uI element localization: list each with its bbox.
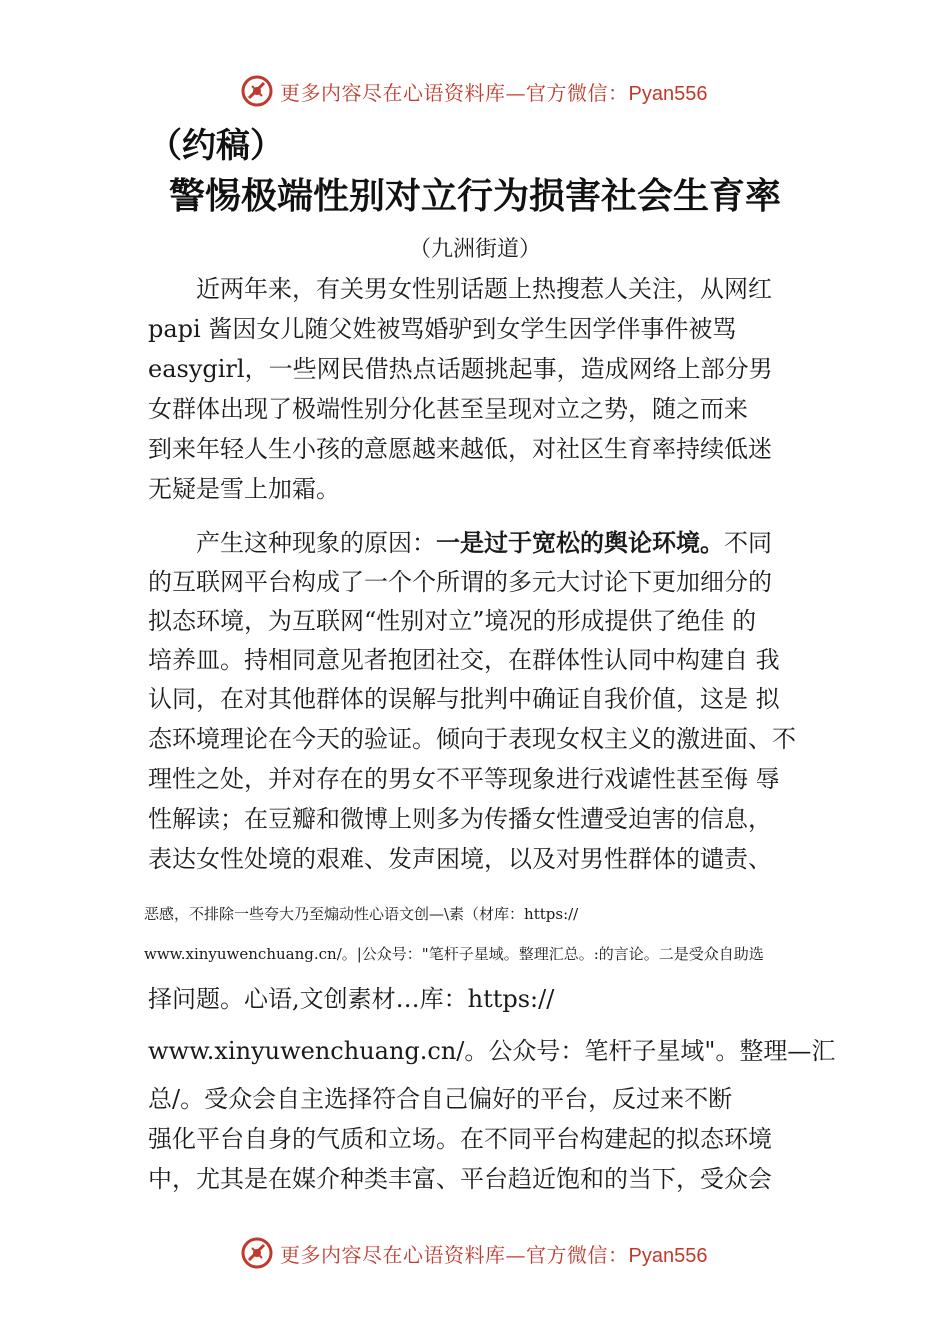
paragraph-2-line: 拟态环境，为互联网“性别对立”境况的形成提供了绝佳 的 — [148, 607, 757, 635]
paragraph-1-line: 到来年轻人生小孩的意愿越来越低，对社区生育率持续低迷 — [148, 435, 772, 463]
paragraph-3-line: 强化平台自身的气质和立场。在不同平台构建起的拟态环境 — [148, 1125, 772, 1153]
header-banner — [240, 74, 707, 108]
paragraph-2-line: 理性之处，并对存在的男女不平等现象进行戏谑性甚至侮 辱 — [148, 765, 780, 793]
author-line: （九洲街道） — [408, 237, 541, 262]
emphasis-text: 一是过于宽松的舆论环境。 — [436, 529, 724, 557]
paragraph-1-line: 女群体出现了极端性别分化甚至呈现对立之势，随之而来 — [148, 395, 748, 423]
footer-banner — [240, 1236, 707, 1270]
paragraph-3-line: 中，尤其是在媒介种类丰富、平台趋近饱和的当下，受众会 — [148, 1165, 772, 1193]
doc-tag: （约稿） — [148, 126, 284, 166]
paragraph-1-line: 无疑是雪上加霜。 — [148, 475, 340, 503]
paragraph-2-line: 表达女性处境的艰难、发声困境，以及对男性群体的谴责、 — [148, 845, 772, 873]
banner-text: 更多内容尽在心语资料库—官方微信：Pyan556 — [280, 80, 708, 105]
paragraph-2-line: 认同，在对其他群体的误解与批判中确证自我价值，这是 拟 — [148, 685, 780, 713]
paragraph-3-line: 总/。受众会自主选择符合自己偏好的平台，反过来不断 — [148, 1085, 733, 1113]
paragraph-3-line: 择问题。心语,文创素材…库：https:// — [148, 985, 555, 1013]
paragraph-2-line: 培养皿。持相同意见者抱团社交，在群体性认同中构建自 我 — [148, 646, 780, 674]
small-text-line: www.xinyuwenchuang.cn/。|公众号："笔杆子星域。整理汇总。:的言论。二是受众自助选 — [144, 945, 764, 963]
page-title: 警惕极端性别对立行为损害社会生育率 — [168, 175, 781, 217]
paragraph-3-line: www.xinyuwenchuang.cn/。公众号：笔杆子星域"。整理—汇 — [148, 1037, 836, 1065]
brand-logo-icon — [240, 1236, 274, 1270]
paragraph-1-line: papi 酱因女儿随父姓被骂婚驴到女学生因学伴事件被骂 — [148, 315, 737, 343]
brand-logo-icon — [240, 74, 274, 108]
banner-text: 更多内容尽在心语资料库—官方微信：Pyan556 — [280, 1242, 708, 1267]
paragraph-1-line-1: 近两年来，有关男女性别话题上热搜惹人关注，从网红 — [196, 275, 772, 303]
paragraph-2-line: 性解读；在豆瓣和微博上则多为传播女性遭受迫害的信息， — [148, 805, 772, 833]
small-text-line: 恶感，不排除一些夸大乃至煽动性心语文创—\素（材库：https:// — [144, 905, 579, 923]
paragraph-2-line-1: 产生这种现象的原因：一是过于宽松的舆论环境。不同 — [196, 529, 772, 557]
paragraph-2-line: 态环境理论在今天的验证。倾向于表现女权主义的激进面、不 — [148, 725, 796, 753]
paragraph-1-line: easygirl，一些网民借热点话题挑起事，造成网络上部分男 — [148, 355, 773, 383]
paragraph-2-line: 的互联网平台构成了一个个所谓的多元大讨论下更加细分的 — [148, 568, 772, 596]
